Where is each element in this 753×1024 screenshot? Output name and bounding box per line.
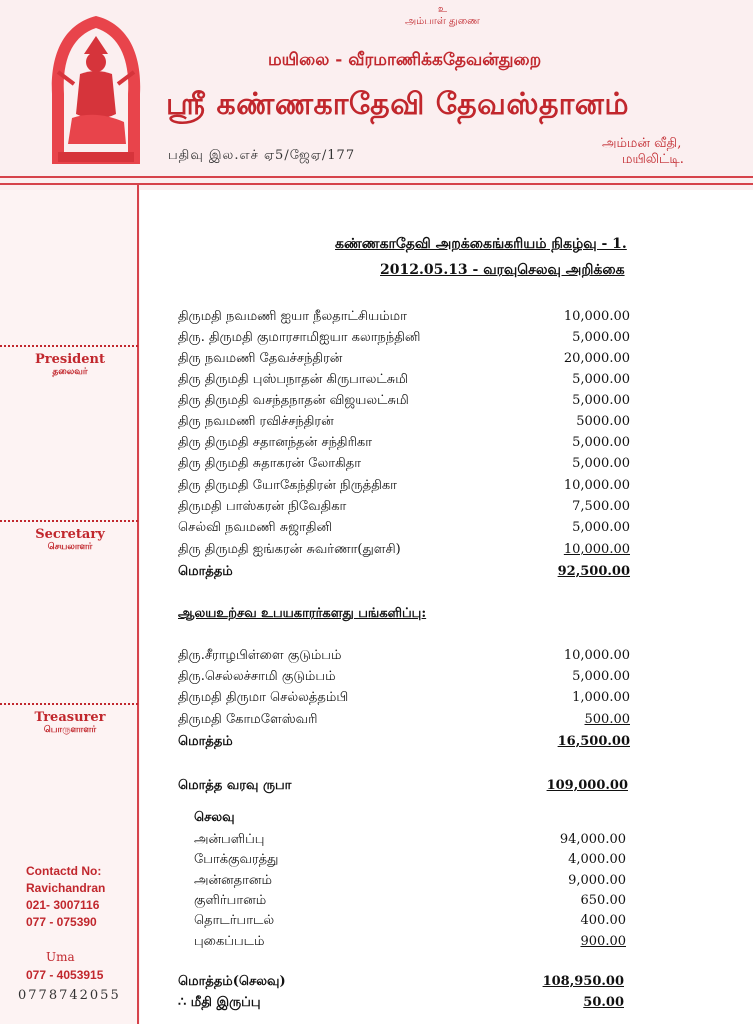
donor-amount: 5,000.00 bbox=[572, 393, 630, 408]
donor-name: திருமதி பாஸ்கரன் நிவேதிகா bbox=[178, 499, 347, 514]
table-row bbox=[194, 832, 634, 852]
donor-name: திரு திருமதி ஐங்கரன் சுவர்ணா(துளசி) bbox=[178, 542, 401, 557]
table-row bbox=[178, 414, 638, 434]
donor-amount: 10,000.00 bbox=[563, 478, 630, 493]
role-treasurer bbox=[0, 710, 140, 736]
balance-amount: 50.00 bbox=[583, 995, 624, 1010]
header-place: மயிலை - வீரமாணிக்கதேவன்துறை bbox=[268, 50, 542, 70]
table-row bbox=[178, 456, 638, 476]
expense-name: தொடர்பாடல் bbox=[194, 913, 275, 928]
header-title: ஸ்ரீ கண்ணகாதேவி தேவஸ்தானம் bbox=[166, 87, 630, 122]
contributor-amount: 5,000.00 bbox=[572, 669, 630, 684]
donor-name: திரு திருமதி சதானந்தன் சந்திரிகா bbox=[178, 435, 373, 450]
expense-name: அன்பளிப்பு bbox=[194, 832, 265, 847]
address-line1: அம்மன் வீதி, bbox=[602, 136, 682, 151]
contributor-name: திரு.சீராழபிள்ளை குடும்பம் bbox=[178, 648, 342, 663]
expense-heading-label: செலவு bbox=[194, 810, 235, 825]
income-total-label: மொத்த வரவு ருபா bbox=[178, 778, 292, 793]
contact-phone: 021- 3007116 bbox=[26, 898, 100, 912]
report-heading: கண்ணகாதேவி அறக்கைங்கரியம் நிகழ்வு - 1. bbox=[335, 236, 627, 252]
table-row bbox=[194, 934, 634, 954]
donor-amount: 7,500.00 bbox=[572, 499, 630, 514]
table-row bbox=[178, 712, 638, 732]
income-total-amount: 109,000.00 bbox=[546, 778, 628, 793]
signature-line bbox=[0, 520, 138, 522]
role-secretary bbox=[0, 527, 140, 553]
contributor-name: திருமதி திருமா செல்லத்தம்பி bbox=[178, 690, 349, 705]
total-row bbox=[178, 734, 638, 754]
total-label: மொத்தம் bbox=[178, 564, 233, 579]
header-rule bbox=[0, 183, 753, 185]
total-row bbox=[178, 564, 638, 584]
contact-block bbox=[26, 863, 105, 931]
donor-name: திரு. திருமதி குமாரசாமிஐயா கலாநந்தினி bbox=[178, 330, 421, 345]
signature-line bbox=[0, 345, 138, 347]
table-row bbox=[194, 873, 634, 893]
contact-label: Contactd No: bbox=[26, 864, 102, 878]
role-label-ta: தலைவர் bbox=[52, 367, 88, 377]
donor-name: திரு நவமணி ரவிச்சந்திரன் bbox=[178, 414, 334, 429]
contact-name: Ravichandran bbox=[26, 881, 106, 895]
donor-name: திருமதி நவமணி ஐயா நீலதாட்சியம்மா bbox=[178, 309, 407, 324]
expense-name: அன்னதானம் bbox=[194, 873, 272, 888]
handwritten-phone: 0778742055 bbox=[18, 988, 121, 1003]
donor-name: திரு திருமதி சுதாகரன் லோகிதா bbox=[178, 456, 362, 471]
contributor-amount: 10,000.00 bbox=[563, 648, 630, 663]
expense-amount: 94,000.00 bbox=[559, 832, 626, 847]
section-heading: ஆலயஉற்சவ உபயகாரர்களது பங்களிப்பு: bbox=[178, 606, 427, 621]
table-row bbox=[194, 852, 634, 872]
signature-line bbox=[0, 703, 138, 705]
handwritten-name: Uma bbox=[46, 950, 75, 964]
donor-name: செல்வி நவமணி சுஜாதினி bbox=[178, 520, 333, 535]
expense-amount: 400.00 bbox=[580, 913, 626, 928]
donor-amount: 5,000.00 bbox=[572, 456, 630, 471]
expense-total-label: மொத்தம்(செலவு) bbox=[178, 974, 286, 989]
contact-phone: 077 - 075390 bbox=[26, 915, 97, 929]
table-row bbox=[178, 393, 638, 413]
expense-amount: 650.00 bbox=[580, 893, 626, 908]
contributor-name: திருமதி கோமளேஸ்வரி bbox=[178, 712, 318, 727]
total-amount: 16,500.00 bbox=[557, 734, 630, 749]
address-line2: மயிலிட்டி. bbox=[622, 152, 684, 167]
balance-row bbox=[178, 995, 638, 1015]
table-row bbox=[178, 648, 638, 668]
header-rule bbox=[0, 176, 753, 178]
donor-amount: 5,000.00 bbox=[572, 372, 630, 387]
contributor-amount: 1,000.00 bbox=[572, 690, 630, 705]
expense-amount: 9,000.00 bbox=[568, 873, 626, 888]
table-row bbox=[178, 351, 638, 371]
table-row bbox=[178, 435, 638, 455]
income-total-row bbox=[178, 778, 638, 798]
expense-total-amount: 108,950.00 bbox=[542, 974, 624, 989]
donor-amount: 5000.00 bbox=[576, 414, 630, 429]
role-label-en: Treasurer bbox=[34, 710, 106, 725]
role-label-ta: பொருளாளர் bbox=[43, 725, 97, 735]
balance-label: ∴ மீதி இருப்பு bbox=[178, 995, 261, 1010]
sidebar-rule bbox=[137, 185, 139, 1024]
expense-name: போக்குவரத்து bbox=[194, 852, 279, 867]
donor-amount: 10,000.00 bbox=[563, 542, 630, 557]
table-row bbox=[178, 309, 638, 329]
table-row bbox=[178, 372, 638, 392]
goddess-emblem-icon bbox=[44, 14, 148, 168]
table-row bbox=[178, 669, 638, 689]
table-row bbox=[178, 542, 638, 562]
donor-name: திரு திருமதி புஸ்பநாதன் கிருபாலட்சுமி bbox=[178, 372, 409, 387]
table-row bbox=[194, 893, 634, 913]
donor-amount: 5,000.00 bbox=[572, 330, 630, 345]
role-label-en: President bbox=[35, 352, 105, 367]
donor-name: திரு திருமதி வசந்தநாதன் விஜயலட்சுமி bbox=[178, 393, 409, 408]
donor-name: திரு நவமணி தேவச்சந்திரன் bbox=[178, 351, 343, 366]
table-row bbox=[178, 478, 638, 498]
donor-amount: 10,000.00 bbox=[563, 309, 630, 324]
registration-number: பதிவு இல.எச் ஏ5/ஜேஏ/177 bbox=[168, 148, 356, 163]
table-row bbox=[178, 330, 638, 350]
donor-amount: 5,000.00 bbox=[572, 520, 630, 535]
expense-amount: 4,000.00 bbox=[568, 852, 626, 867]
header-subtitle: அம்பாள் துணை bbox=[405, 16, 480, 27]
total-amount: 92,500.00 bbox=[557, 564, 630, 579]
table-row bbox=[178, 520, 638, 540]
contributor-name: திரு.செல்லச்சாமி குடும்பம் bbox=[178, 669, 336, 684]
contributor-amount: 500.00 bbox=[584, 712, 630, 727]
expense-name: புகைப்படம் bbox=[194, 934, 265, 949]
donor-amount: 20,000.00 bbox=[563, 351, 630, 366]
expense-name: குளிர்பானம் bbox=[194, 893, 267, 908]
header-symbol: உ bbox=[438, 4, 448, 15]
expense-total-row bbox=[178, 974, 638, 994]
donor-name: திரு திருமதி யோகேந்திரன் நிருத்திகா bbox=[178, 478, 397, 493]
table-row bbox=[178, 499, 638, 519]
report-heading: 2012.05.13 - வரவுசெலவு அறிக்கை bbox=[380, 262, 625, 278]
role-president bbox=[0, 352, 140, 378]
donor-amount: 5,000.00 bbox=[572, 435, 630, 450]
expense-heading bbox=[194, 810, 634, 830]
role-label-ta: செயலாளர் bbox=[47, 542, 93, 552]
handwritten-phone: 077 - 4053915 bbox=[26, 968, 104, 982]
table-row bbox=[178, 690, 638, 710]
total-label: மொத்தம் bbox=[178, 734, 233, 749]
expense-amount: 900.00 bbox=[580, 934, 626, 949]
role-label-en: Secretary bbox=[35, 527, 105, 542]
letterhead bbox=[0, 0, 753, 190]
table-row bbox=[194, 913, 634, 933]
